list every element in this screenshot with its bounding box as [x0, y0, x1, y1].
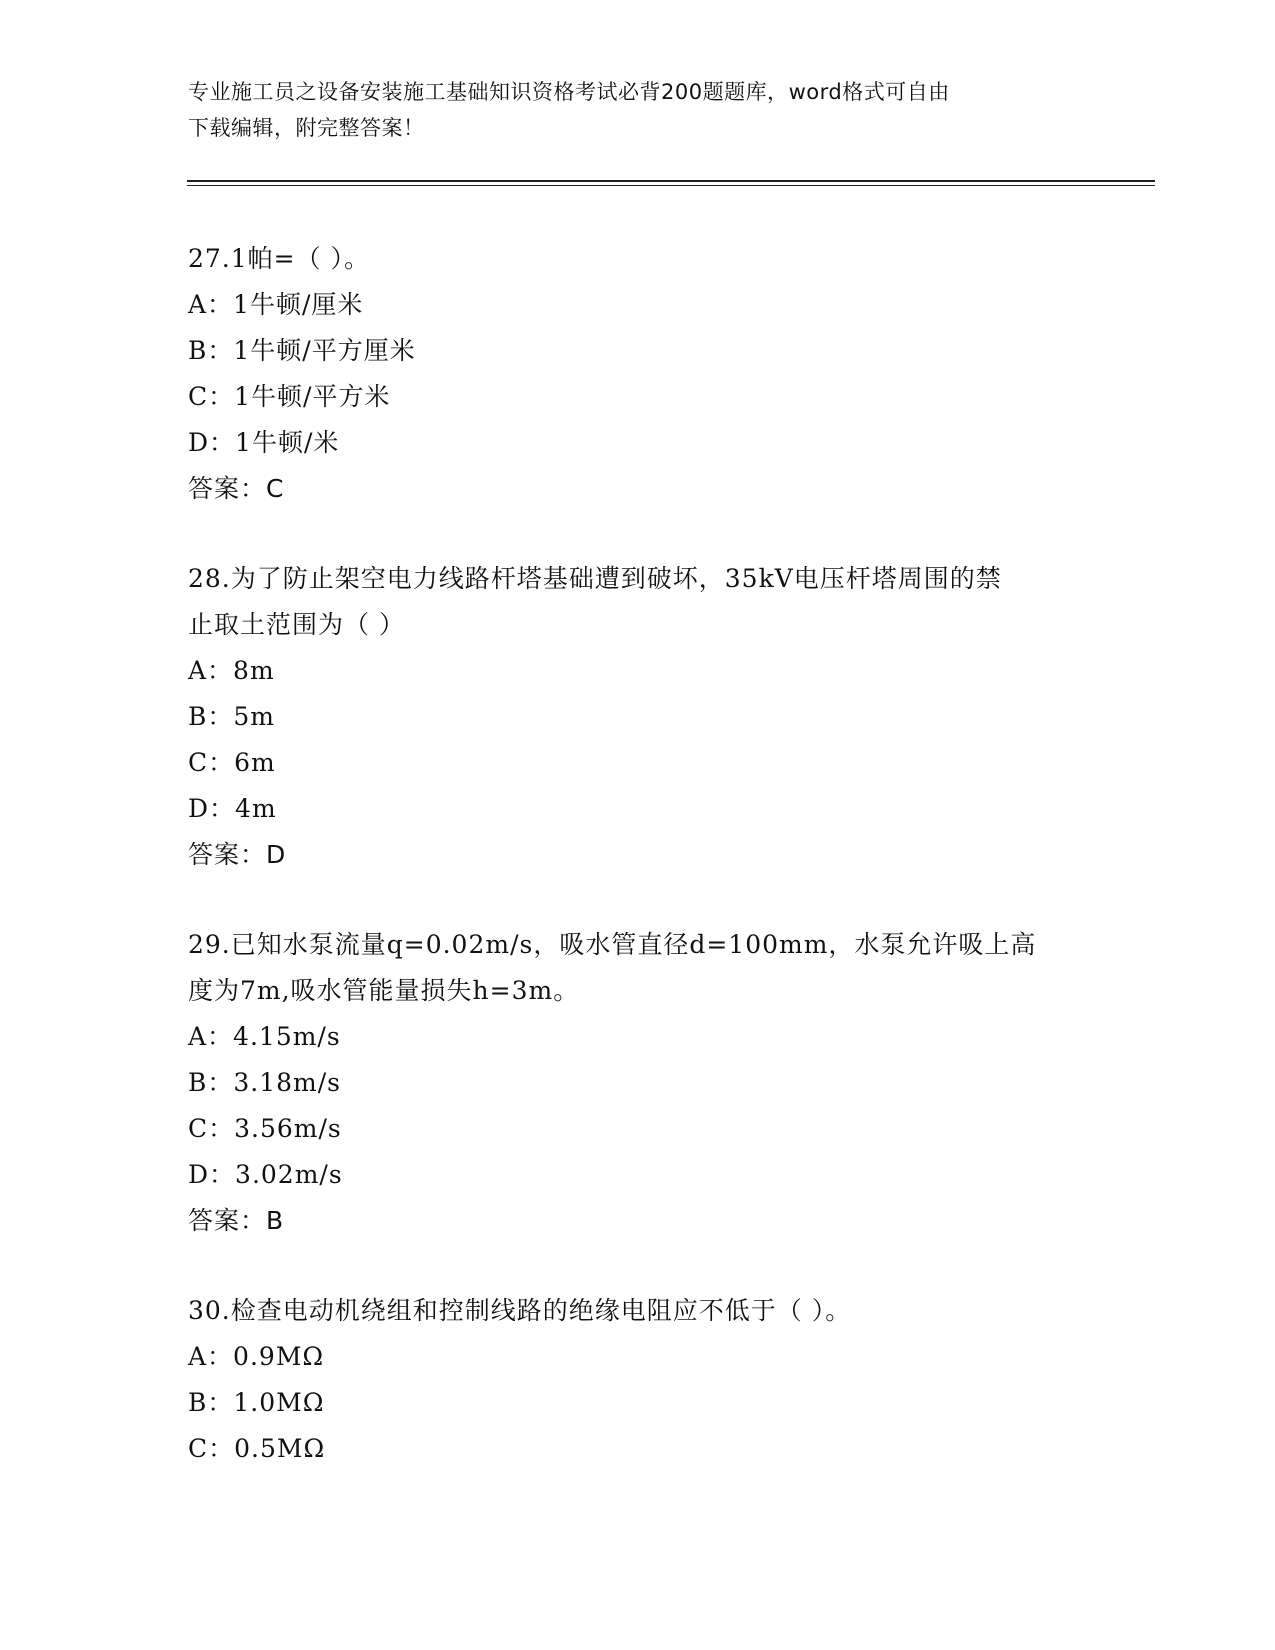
question-stem: 28.为了防止架空电力线路杆塔基础遭到破坏，35kV电压杆塔周围的禁	[188, 564, 1002, 593]
option-a: A：0.9MΩ	[188, 1342, 325, 1371]
header-line-2: 下载编辑，附完整答案！	[188, 116, 425, 140]
option-a: A：1牛顿/厘米	[188, 290, 364, 319]
answer-line: 答案：B	[188, 1206, 285, 1235]
header-divider-bottom	[187, 185, 1155, 186]
question-stem-continued: 止取土范围为（ ）	[188, 610, 405, 639]
option-a: A：4.15m/s	[188, 1022, 341, 1051]
question-stem-continued: 度为7m,吸水管能量损失h=3m。	[188, 976, 580, 1005]
answer-line: 答案：D	[188, 840, 287, 869]
answer-line: 答案：C	[188, 474, 285, 503]
question-stem: 30.检查电动机绕组和控制线路的绝缘电阻应不低于（ ）。	[188, 1296, 852, 1325]
question-28	[188, 556, 1088, 878]
option-c: C：6m	[188, 748, 276, 777]
question-list	[188, 236, 1088, 1516]
option-d: D：3.02m/s	[188, 1160, 343, 1189]
question-stem: 29.已知水泵流量q=0.02m/s，吸水管直径d=100mm，水泵允许吸上高	[188, 930, 1037, 959]
header-line-1: 专业施工员之设备安装施工基础知识资格考试必背200题题库，word格式可自由	[188, 80, 950, 104]
document-header	[188, 74, 1088, 146]
option-d: D：4m	[188, 794, 277, 823]
header-divider-top	[187, 180, 1155, 182]
option-d: D：1牛顿/米	[188, 428, 340, 457]
option-c: C：0.5MΩ	[188, 1434, 326, 1463]
question-27	[188, 236, 1088, 512]
question-29	[188, 922, 1088, 1244]
option-b: B：3.18m/s	[188, 1068, 341, 1097]
option-c: C：3.56m/s	[188, 1114, 342, 1143]
option-b: B：1牛顿/平方厘米	[188, 336, 416, 365]
option-b: B：5m	[188, 702, 275, 731]
option-b: B：1.0MΩ	[188, 1388, 325, 1417]
question-30	[188, 1288, 1088, 1472]
option-a: A：8m	[188, 656, 275, 685]
option-c: C：1牛顿/平方米	[188, 382, 391, 411]
question-stem: 27.1帕=（ ）。	[188, 244, 371, 273]
